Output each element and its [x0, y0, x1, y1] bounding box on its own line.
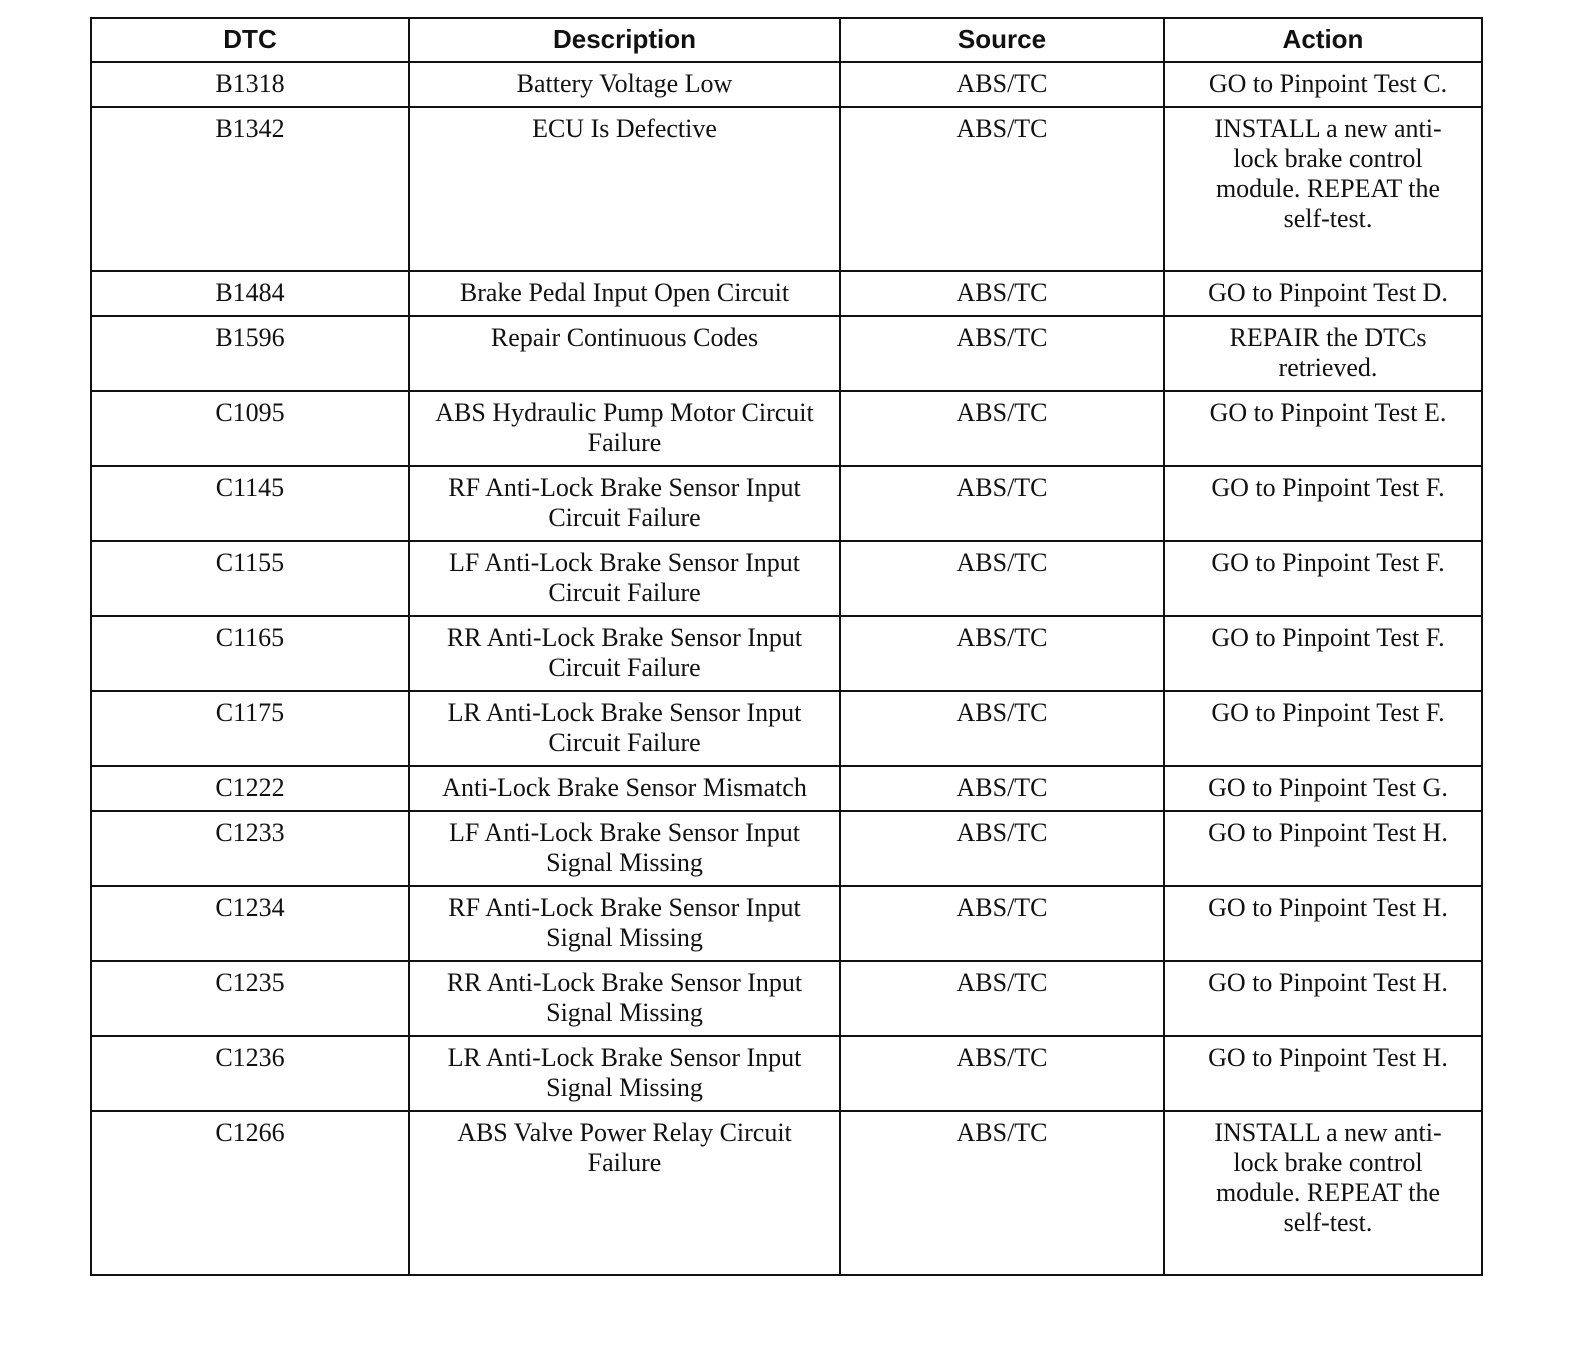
- dtc-code-cell: C1175: [91, 691, 409, 766]
- dtc-table: [90, 17, 1483, 1276]
- header-action: Action: [1164, 18, 1482, 62]
- action-cell: GO to Pinpoint Test F.: [1164, 616, 1482, 691]
- dtc-code-cell: C1095: [91, 391, 409, 466]
- description-cell: Battery Voltage Low: [409, 62, 840, 107]
- action-cell: REPAIR the DTCs retrieved.: [1164, 316, 1482, 391]
- header-description: Description: [409, 18, 840, 62]
- source-cell: ABS/TC: [840, 691, 1164, 766]
- source-cell: ABS/TC: [840, 391, 1164, 466]
- action-cell: GO to Pinpoint Test H.: [1164, 811, 1482, 886]
- table-row: [91, 616, 1482, 691]
- table-row: [91, 62, 1482, 107]
- description-cell: Repair Continuous Codes: [409, 316, 840, 391]
- table-row: [91, 107, 1482, 271]
- description-cell: ABS Hydraulic Pump Motor Circuit Failure: [409, 391, 840, 466]
- table-row: [91, 541, 1482, 616]
- action-cell: GO to Pinpoint Test D.: [1164, 271, 1482, 316]
- table-row: [91, 391, 1482, 466]
- dtc-code-cell: B1318: [91, 62, 409, 107]
- action-cell: GO to Pinpoint Test C.: [1164, 62, 1482, 107]
- dtc-code-cell: C1266: [91, 1111, 409, 1275]
- description-cell: RF Anti-Lock Brake Sensor Input Circuit Failure: [409, 466, 840, 541]
- dtc-code-cell: B1342: [91, 107, 409, 271]
- source-cell: ABS/TC: [840, 766, 1164, 811]
- action-cell: INSTALL a new anti-lock brake control module. REPEAT the self-test.: [1164, 107, 1482, 271]
- table-header-row: [91, 18, 1482, 62]
- source-cell: ABS/TC: [840, 541, 1164, 616]
- description-cell: RF Anti-Lock Brake Sensor Input Signal Missing: [409, 886, 840, 961]
- action-cell: GO to Pinpoint Test H.: [1164, 886, 1482, 961]
- dtc-code-cell: C1145: [91, 466, 409, 541]
- action-cell: GO to Pinpoint Test H.: [1164, 961, 1482, 1036]
- description-cell: LR Anti-Lock Brake Sensor Input Signal Missing: [409, 1036, 840, 1111]
- table-row: [91, 1036, 1482, 1111]
- source-cell: ABS/TC: [840, 1111, 1164, 1275]
- description-cell: Brake Pedal Input Open Circuit: [409, 271, 840, 316]
- table-row: [91, 316, 1482, 391]
- table-row: [91, 691, 1482, 766]
- dtc-code-cell: C1155: [91, 541, 409, 616]
- table-row: [91, 961, 1482, 1036]
- source-cell: ABS/TC: [840, 271, 1164, 316]
- dtc-code-cell: C1222: [91, 766, 409, 811]
- source-cell: ABS/TC: [840, 616, 1164, 691]
- description-cell: ECU Is Defective: [409, 107, 840, 271]
- description-cell: LF Anti-Lock Brake Sensor Input Signal Missing: [409, 811, 840, 886]
- dtc-code-cell: B1596: [91, 316, 409, 391]
- dtc-code-cell: C1165: [91, 616, 409, 691]
- source-cell: ABS/TC: [840, 811, 1164, 886]
- header-source: Source: [840, 18, 1164, 62]
- action-cell: GO to Pinpoint Test E.: [1164, 391, 1482, 466]
- source-cell: ABS/TC: [840, 62, 1164, 107]
- table-row: [91, 766, 1482, 811]
- source-cell: ABS/TC: [840, 886, 1164, 961]
- source-cell: ABS/TC: [840, 107, 1164, 271]
- description-cell: ABS Valve Power Relay Circuit Failure: [409, 1111, 840, 1275]
- source-cell: ABS/TC: [840, 1036, 1164, 1111]
- dtc-code-cell: B1484: [91, 271, 409, 316]
- dtc-code-cell: C1233: [91, 811, 409, 886]
- source-cell: ABS/TC: [840, 466, 1164, 541]
- description-cell: RR Anti-Lock Brake Sensor Input Circuit Failure: [409, 616, 840, 691]
- dtc-code-cell: C1234: [91, 886, 409, 961]
- description-cell: LR Anti-Lock Brake Sensor Input Circuit Failure: [409, 691, 840, 766]
- table-row: [91, 1111, 1482, 1275]
- description-cell: RR Anti-Lock Brake Sensor Input Signal Missing: [409, 961, 840, 1036]
- header-dtc: DTC: [91, 18, 409, 62]
- description-cell: Anti-Lock Brake Sensor Mismatch: [409, 766, 840, 811]
- table-row: [91, 811, 1482, 886]
- table-row: [91, 886, 1482, 961]
- action-cell: GO to Pinpoint Test F.: [1164, 541, 1482, 616]
- source-cell: ABS/TC: [840, 316, 1164, 391]
- dtc-code-cell: C1235: [91, 961, 409, 1036]
- dtc-code-cell: C1236: [91, 1036, 409, 1111]
- action-cell: GO to Pinpoint Test F.: [1164, 691, 1482, 766]
- action-cell: GO to Pinpoint Test H.: [1164, 1036, 1482, 1111]
- table-row: [91, 466, 1482, 541]
- action-cell: GO to Pinpoint Test F.: [1164, 466, 1482, 541]
- action-cell: GO to Pinpoint Test G.: [1164, 766, 1482, 811]
- description-cell: LF Anti-Lock Brake Sensor Input Circuit Failure: [409, 541, 840, 616]
- action-cell: INSTALL a new anti-lock brake control module. REPEAT the self-test.: [1164, 1111, 1482, 1275]
- source-cell: ABS/TC: [840, 961, 1164, 1036]
- table-row: [91, 271, 1482, 316]
